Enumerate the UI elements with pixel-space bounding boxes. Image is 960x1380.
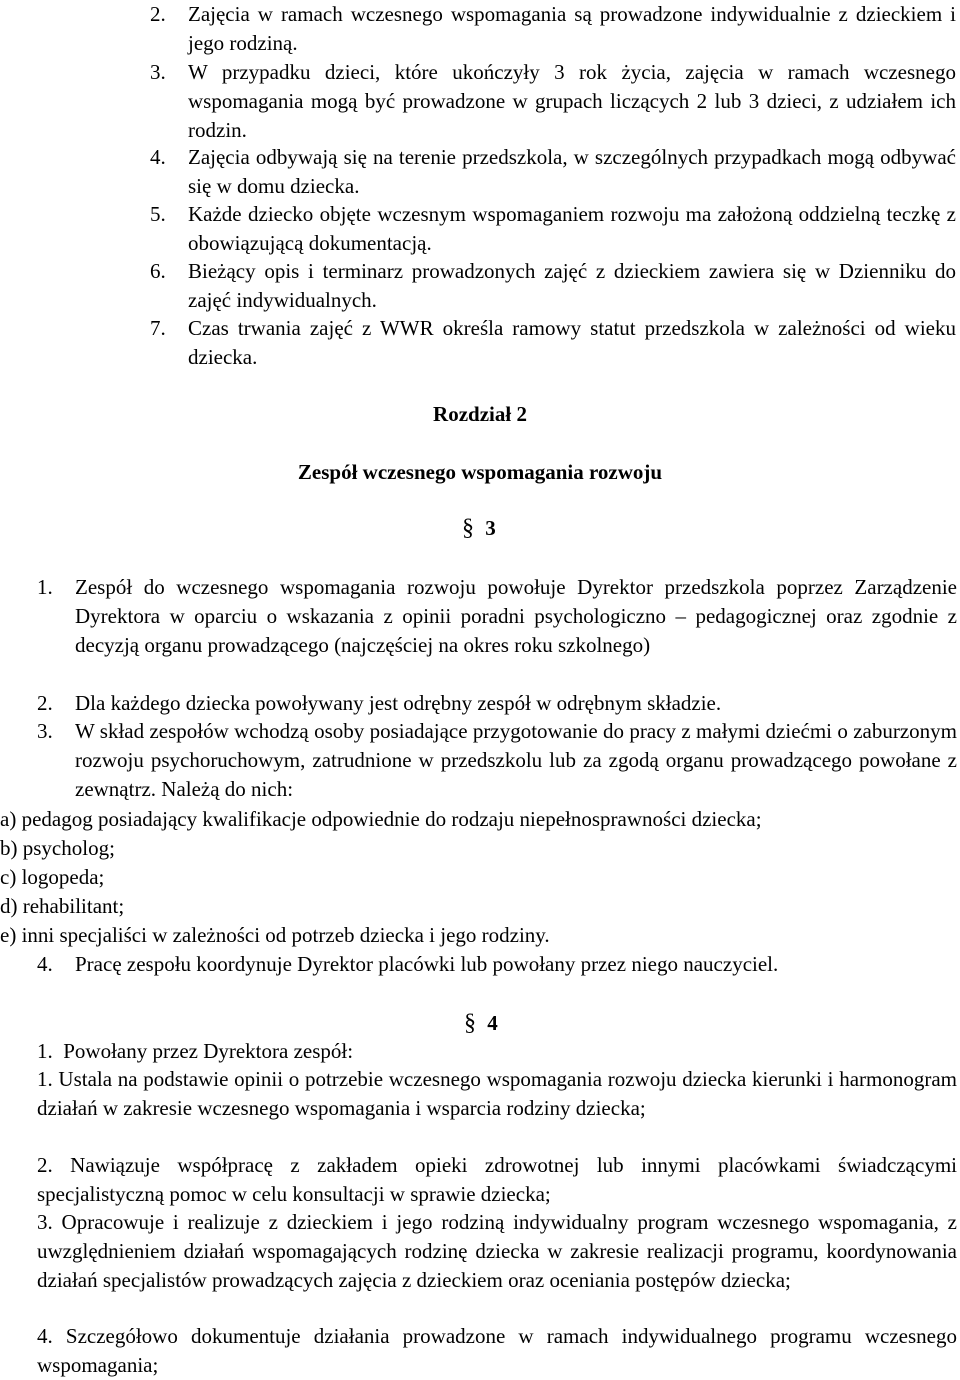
chapter-subtitle: Zespół wczesnego wspomagania rozwoju: [297, 460, 663, 484]
paragraph-mark: [462, 514, 496, 543]
list-item: a) pedagog posiadający kwalifikacje odpowiednie do rodzaju niepełnosprawności dziecka;: [0, 807, 762, 831]
list-item: 2. Nawiązuje współpracę z zakładem opieki zdrowotnej lub innymi placówkami świadczącymi specjalistyczną pomoc w celu konsultacji w sprawie dziecka;: [37, 1153, 957, 1206]
section-sign: §: [464, 1010, 476, 1036]
item-text: Zajęcia w ramach wczesnego wspomagania są prowadzone indywidualnie z dzieckiem i jego rodziną.: [188, 2, 956, 55]
item-number: 5.: [150, 202, 166, 226]
paragraph-number: 3: [485, 516, 496, 540]
item-text: Czas trwania zajęć z WWR określa ramowy statut przedszkola w zależności od wieku dziecka.: [188, 316, 956, 369]
item-number: 6.: [150, 259, 166, 283]
item-number: 3.: [150, 60, 166, 84]
item-text: W przypadku dzieci, które ukończyły 3 rok życia, zajęcia w ramach wczesnego wspomagania mogą być prowadzone w grupach liczących 2 lub 3 dzieci, z udziałem ich rodzin.: [188, 60, 956, 142]
item-text: Bieżący opis i terminarz prowadzonych zajęć z dzieckiem zawiera się w Dzienniku do zajęć indywidualnych.: [188, 259, 956, 312]
item-text: Dla każdego dziecka powoływany jest odrębny zespół w odrębnym składzie.: [75, 691, 722, 715]
list-item: c) logopeda;: [0, 865, 105, 889]
section-sign: §: [462, 515, 474, 541]
list-intro: 1. Powołany przez Dyrektora zespół:: [37, 1039, 354, 1063]
item-text: Pracę zespołu koordynuje Dyrektor placówki lub powołany przez niego nauczyciel.: [75, 952, 779, 976]
list-item: 4. Szczegółowo dokumentuje działania prowadzone w ramach indywidualnego programu wczesnego wspomagania;: [37, 1324, 957, 1377]
chapter-title: Rozdział 2: [433, 402, 527, 426]
list-item: 1. Ustala na podstawie opinii o potrzebie wczesnego wspomagania rozwoju dziecka kierunki i harmonogram działań w zakresie wczesnego wspomagania i wsparcia rodziny dziecka;: [37, 1067, 957, 1120]
list-item: b) psycholog;: [0, 836, 115, 860]
list-item: d) rehabilitant;: [0, 894, 125, 918]
paragraph-number: 4: [487, 1011, 498, 1035]
item-number: 3.: [37, 719, 53, 743]
list-item: 3. Opracowuje i realizuje z dzieckiem i jego rodziną indywidualny program wczesnego wspomagania, z uwzględnieniem działań wspomagających rodzinę dziecka w zakresie realizacji programu, koordynowania działań specjalistów prowadzących zajęcia z dzieckiem oraz oceniania postępów dziecka;: [37, 1210, 957, 1292]
item-text: Każde dziecko objęte wczesnym wspomaganiem rozwoju ma założoną oddzielną teczkę z obowiązującą dokumentacją.: [188, 202, 956, 255]
item-text: W skład zespołów wchodzą osoby posiadające przygotowanie do pracy z małymi dziećmi o zaburzonym rozwoju psychoruchowym, zatrudnione w przedszkolu lub za zgodą organu prowadzącego powołane z zewnątrz. Należą do nich:: [75, 719, 957, 801]
list-item: e) inni specjaliści w zależności od potrzeb dziecka i jego rodziny.: [0, 923, 550, 947]
item-number: 2.: [150, 2, 166, 26]
item-number: 4.: [150, 145, 166, 169]
item-number: 1.: [37, 575, 53, 599]
item-number: 4.: [37, 952, 53, 976]
paragraph-mark: [464, 1009, 498, 1038]
item-text: Zespół do wczesnego wspomagania rozwoju powołuje Dyrektor przedszkola poprzez Zarządzenie Dyrektora w oparciu o wskazania z opinii poradni psychologiczno – pedagogicznej oraz zgodnie z decyzją organu prowadzącego (najczęściej na okres roku szkolnego): [75, 575, 957, 657]
item-number: 2.: [37, 691, 53, 715]
item-number: 7.: [150, 316, 166, 340]
item-text: Zajęcia odbywają się na terenie przedszkola, w szczególnych przypadkach mogą odbywać się w domu dziecka.: [188, 145, 956, 198]
